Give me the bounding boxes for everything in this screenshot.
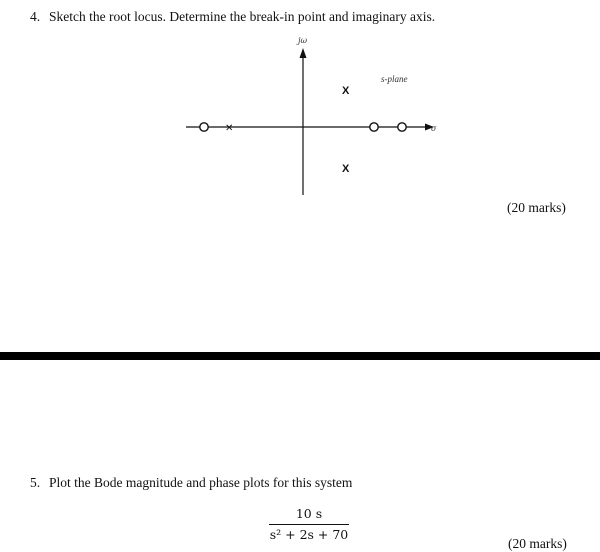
real-axis-label: σ bbox=[431, 124, 437, 133]
s-plane-label: s-plane bbox=[381, 74, 408, 84]
imaginary-axis-label: jω bbox=[298, 36, 308, 45]
question-5-prompt: Plot the Bode magnitude and phase plots for this system bbox=[49, 475, 353, 490]
question-5-text bbox=[30, 475, 352, 491]
zero-real-far-left bbox=[200, 123, 208, 131]
pole-real-left: ✕ bbox=[225, 123, 234, 134]
imaginary-axis-arrow bbox=[300, 48, 307, 58]
transfer-function-denominator: s² + 2s + 70 bbox=[269, 527, 349, 542]
zero-real-right-2 bbox=[398, 123, 406, 131]
question-4-prompt: Sketch the root locus. Determine the break-in point and imaginary axis. bbox=[49, 9, 436, 24]
zero-real-right-1 bbox=[370, 123, 378, 131]
transfer-function-numerator: 10 s bbox=[295, 506, 323, 521]
transfer-function bbox=[269, 506, 349, 542]
pole-upper: X bbox=[342, 85, 350, 97]
pole-lower: X bbox=[342, 163, 350, 175]
section-divider bbox=[0, 352, 600, 360]
question-5-marks: (20 marks) bbox=[508, 536, 567, 551]
question-4-marks: (20 marks) bbox=[507, 200, 566, 215]
question-4-number: 4. bbox=[30, 9, 41, 24]
question-5-number: 5. bbox=[30, 475, 41, 490]
